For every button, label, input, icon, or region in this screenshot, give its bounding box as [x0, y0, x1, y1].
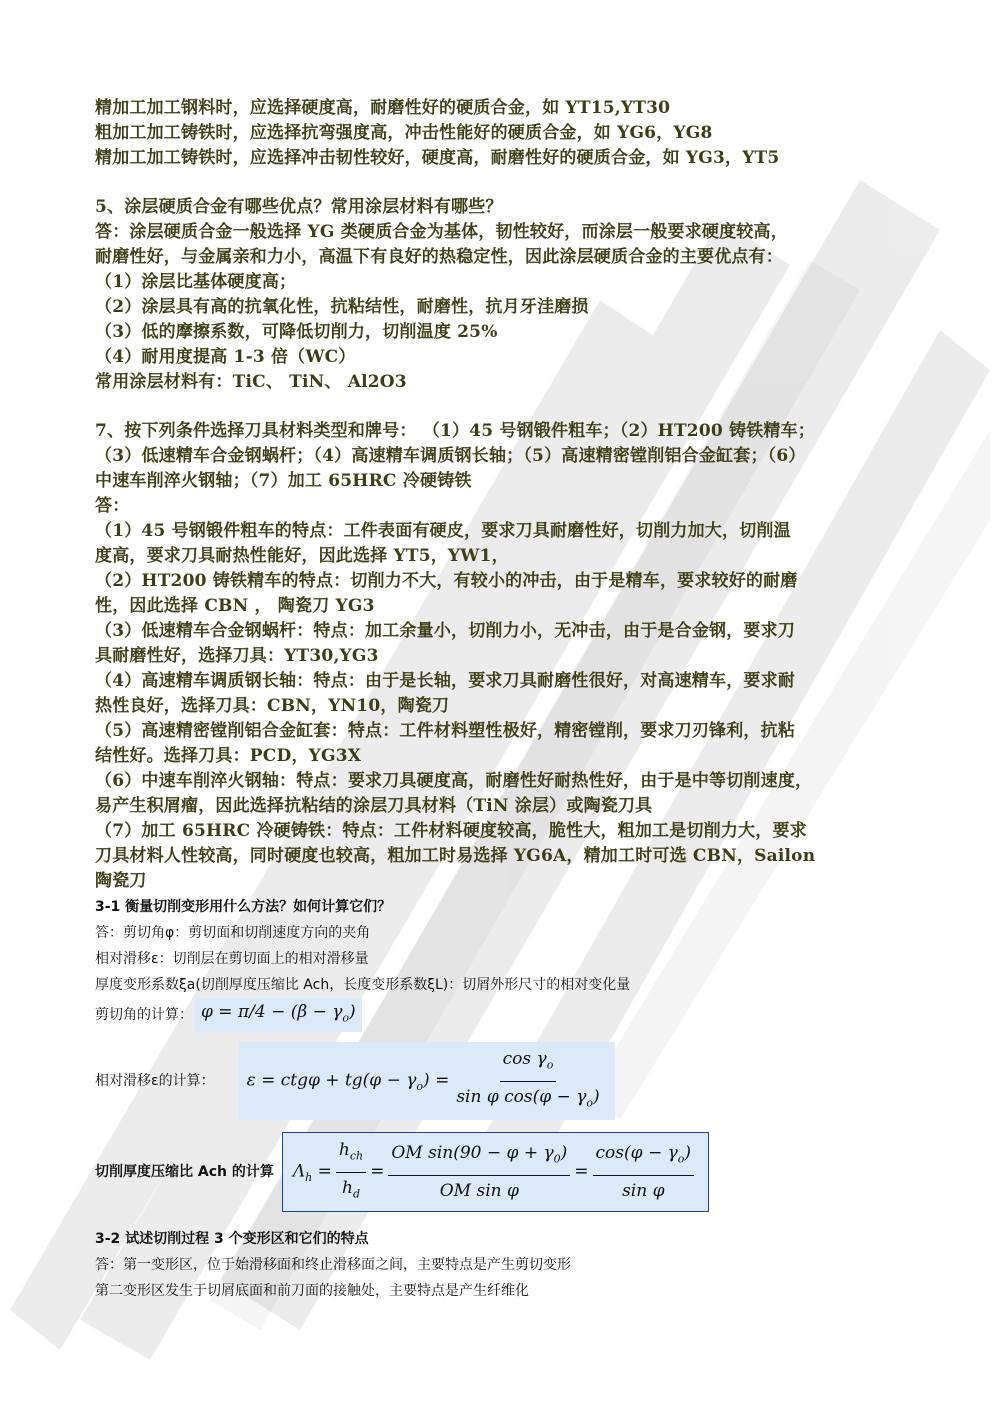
question-3-2-section: [95, 1226, 900, 1304]
text-line: 厚度变形系数ξa(切削厚度压缩比 Ach，长度变形系数ξL)：切屑外形尺寸的相对变化量: [95, 977, 631, 993]
answer-line: 热性良好，选择刀具：CBN，YN10，陶瓷刀: [95, 696, 450, 716]
answer-line: （4）高速精车调质钢长轴：特点：由于是长轴，要求刀具耐磨性很好，对高速精车，要求耐: [95, 671, 796, 691]
section-heading: 3-2 试述切削过程 3 个变形区和它们的特点: [95, 1230, 369, 1247]
document-page: [95, 96, 900, 1304]
answer-line: （3）低的摩擦系数，可降低切削力，切削温度 25%: [95, 322, 498, 342]
answer-line: （2）涂层具有高的抗氧化性，抗粘结性，耐磨性，抗月牙洼磨损: [95, 297, 589, 317]
answer-line: 答：涂层硬质合金一般选择 YG 类硬质合金为基体，韧性较好，而涂层一般要求硬度较高，: [95, 222, 788, 242]
text-line: 第二变形区发生于切屑底面和前刀面的接触处，主要特点是产生纤维化: [95, 1282, 529, 1299]
answer-line: 度高，要求刀具耐热性能好，因此选择 YT5，YW1，: [95, 546, 509, 566]
answer-line: 陶瓷刀: [95, 871, 147, 891]
answer-line: （4）耐用度提高 1-3 倍（WC）: [95, 347, 356, 367]
text-line: 粗加工加工铸铁时，应选择抗弯强度高，冲击性能好的硬质合金，如 YG6，YG8: [95, 123, 713, 143]
answer-line: （7）加工 65HRC 冷硬铸铁：特点：工件材料硬度较高，脆性大，粗加工是切削力大，要求: [95, 821, 807, 841]
question-5-section: [95, 195, 900, 395]
answer-line: （2）HT200 铸铁精车的特点：切削力不大，有较小的冲击，由于是精车，要求较好的耐磨: [95, 571, 798, 591]
shear-angle-formula: $\varphi = \pi/4 - (\beta - \gamma_o)$: [195, 998, 362, 1032]
section-heading: 3-1 衡量切削变形用什么方法？如何计算它们？: [95, 899, 392, 915]
formula-row-shear-angle: [95, 998, 900, 1032]
answer-line: （5）高速精密镗削铝合金缸套：特点：工件材料塑性极好，精密镗削，要求刀刃锋利，抗粘: [95, 721, 796, 741]
answer-line: 结性好。选择刀具：PCD，YG3X: [95, 746, 362, 766]
answer-line: 具耐磨性好，选择刀具：YT30,YG3: [95, 646, 379, 666]
formula-label: 相对滑移ε的计算：: [95, 1073, 215, 1090]
question-heading: 7、按下列条件选择刀具材料类型和牌号： （1）45 号钢锻件粗车；（2）HT200 铸铁精车；: [95, 421, 815, 441]
top-paragraph: [95, 96, 900, 171]
answer-line: 耐磨性好，与金属亲和力小，高温下有良好的热稳定性，因此涂层硬质合金的主要优点有：: [95, 247, 783, 267]
formula-row-relative-slip: [95, 1042, 900, 1120]
answer-line: 刀具材料人性较高，同时硬度也较高，粗加工时易选择 YG6A，精加工时可选 CBN，Sailon: [95, 846, 816, 866]
question-3-1-section: [95, 894, 900, 1212]
text-line: 答：第一变形区，位于始滑移面和终止滑移面之间，主要特点是产生剪切变形: [95, 1256, 571, 1273]
compression-ratio-formula: $\Lambda_h$ = $\frac{h_{ch}}{h_d}$ = $\frac{OM \sin(90 - \varphi + \gamma_0)}{\text{OM sin φ}}$ = $\frac{\cos(\varphi - \gamma_o)}{\text{sin φ}}$: [282, 1132, 709, 1212]
question-heading: （3）低速精车合金钢蜗杆；（4）高速精车调质钢长轴；（5）高速精密镗削铝合金缸套；（6）: [95, 446, 806, 466]
text-line: 精加工加工铸铁时，应选择冲击韧性较好，硬度高，耐磨性好的硬质合金，如 YG3，YT5: [95, 148, 780, 168]
answer-line: 性，因此选择 CBN ， 陶瓷刀 YG3: [95, 596, 375, 616]
answer-line: 答：: [95, 496, 130, 516]
question-heading: 中速车削淬火钢轴；（7）加工 65HRC 冷硬铸铁: [95, 471, 472, 491]
answer-line: （1）45 号钢锻件粗车的特点：工件表面有硬皮，要求刀具耐磨性好，切削力加大，切削温: [95, 521, 791, 541]
formula-row-compression-ratio: [95, 1132, 900, 1212]
formula-label: 切削厚度压缩比 Ach 的计算: [95, 1164, 274, 1181]
text-line: 相对滑移ε：切削层在剪切面上的相对滑移量: [95, 951, 369, 967]
answer-line: 常用涂层材料有：TiC、 TiN、 Al2O3: [95, 372, 407, 392]
answer-line: （6）中速车削淬火钢轴：特点：要求刀具硬度高，耐磨性好耐热性好，由于是中等切削速度，: [95, 771, 813, 791]
relative-slip-formula: $\varepsilon = ctg\varphi + tg(\varphi - \gamma_o)$ = $\frac{\cos \gamma_o}{\sin \varphi \cos(\varphi - \gamma_o)}$: [239, 1042, 615, 1120]
answer-line: 易产生积屑瘤，因此选择抗粘结的涂层刀具材料（TiN 涂层）或陶瓷刀具: [95, 796, 653, 816]
text-line: 答：剪切角φ：剪切面和切削速度方向的夹角: [95, 925, 371, 941]
answer-line: （1）涂层比基体硬度高；: [95, 272, 297, 292]
answer-line: （3）低速精车合金钢蜗杆：特点：加工余量小，切削力小，无冲击，由于是合金钢，要求刀: [95, 621, 796, 641]
text-line: 精加工加工钢料时，应选择硬度高，耐磨性好的硬质合金，如 YT15,YT30: [95, 98, 671, 118]
formula-label: 剪切角的计算：: [95, 1007, 193, 1024]
question-heading: 5、涂层硬质合金有哪些优点？常用涂层材料有哪些？: [95, 197, 503, 217]
question-7-section: [95, 419, 900, 894]
